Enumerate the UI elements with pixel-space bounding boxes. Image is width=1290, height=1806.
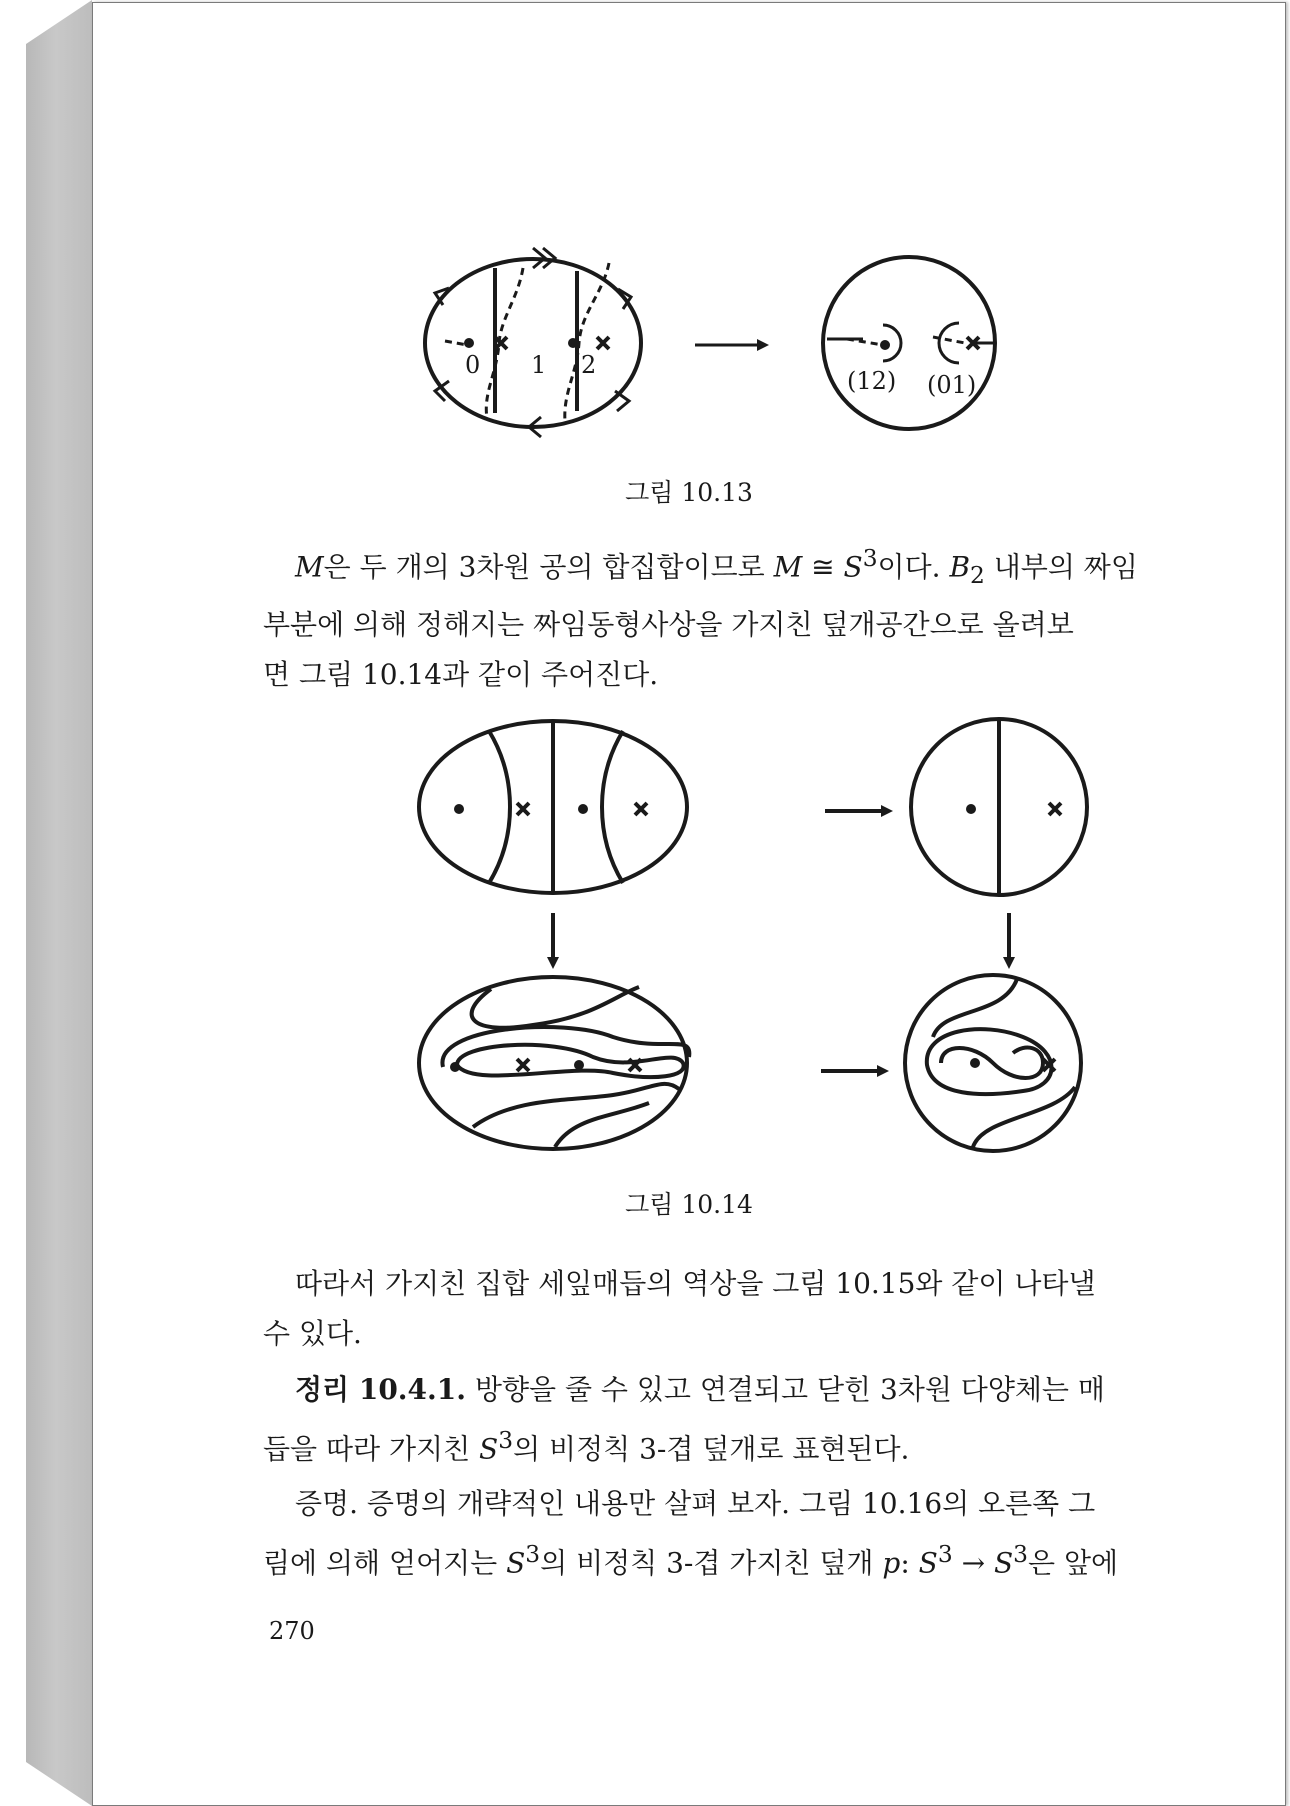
theorem-label: 정리 10.4.1.	[295, 1373, 467, 1406]
fig14-dot-6	[970, 1058, 980, 1068]
fig13-dashed-cut-left	[445, 341, 467, 345]
paragraph-1-line-2: 부분에 의해 정해지는 짜임동형사상을 가지친 덮개공간으로 올려보	[263, 607, 1074, 641]
figure-10-14	[413, 717, 1133, 1157]
theorem-line-1: 정리 10.4.1. 방향을 줄 수 있고 연결되고 닫힌 3차원 다양체는 매	[295, 1373, 1105, 1406]
fig13-label-1: 1	[531, 351, 547, 379]
fig13-dashed-curve1	[486, 268, 523, 418]
fig14-arrow-top-head	[881, 805, 893, 817]
fig13-loop-right	[939, 323, 959, 363]
paragraph-1	[263, 533, 1263, 700]
proof	[263, 1479, 1263, 1588]
fig13-dot-left	[464, 338, 474, 348]
paragraph-2	[263, 1259, 1263, 1359]
fig14-dot-2	[578, 804, 588, 814]
fig14-dot-5	[574, 1060, 584, 1070]
fig13-right-circle	[823, 257, 995, 429]
theorem-line-2: 듭을 따라 가지친 $S^3$의 비정칙 3-겹 덮개로 표현된다.	[263, 1426, 910, 1466]
paragraph-2-line-1: 따라서 가지친 집합 세잎매듭의 역상을 그림 10.15와 같이 나타낼	[295, 1267, 1096, 1300]
fig13-label-01: (01)	[927, 371, 977, 399]
fig14-bottom-right-loop-inner	[941, 1048, 1043, 1078]
paragraph-2-line-2: 수 있다.	[263, 1317, 362, 1350]
fig14-cross-2	[635, 803, 647, 815]
fig13-dot-right	[880, 340, 890, 350]
fig14-arrow-right-head	[1003, 957, 1015, 969]
fig14-dot-4	[450, 1062, 460, 1072]
proof-line-2: 림에 의해 얻어지는 $S^3$의 비정칙 3-겹 가지친 덮개 p: $S^3 \to S^3$은 앞에	[263, 1540, 1119, 1580]
theorem-10-4-1	[263, 1365, 1263, 1474]
paragraph-1-line-3: 면 그림 10.14과 같이 주어진다.	[263, 657, 659, 691]
fig13-dot-mid	[568, 338, 578, 348]
figure-10-13-caption: 그림 10.13	[625, 478, 753, 507]
fig14-arrow-bottom-head	[877, 1065, 889, 1077]
fig13-map-arrow-head	[757, 339, 769, 351]
fig13-label-2: 2	[581, 351, 597, 379]
book-page	[92, 2, 1286, 1806]
fig13-label-12: (12)	[847, 367, 897, 395]
fig13-label-0: 0	[465, 351, 481, 379]
fig14-top-left-arc1	[489, 731, 510, 883]
fig14-top-left-arc2	[602, 731, 623, 883]
fig13-chevron-bottomright	[615, 391, 629, 411]
book-spine	[26, 0, 92, 1806]
fig14-cross-4	[517, 1059, 529, 1071]
fig14-arrow-left-head	[547, 957, 559, 969]
fig14-bottom-left-loop-inner	[457, 1045, 684, 1077]
figure-10-14-caption: 그림 10.14	[625, 1190, 753, 1219]
proof-line-1: 증명. 증명의 개략적인 내용만 살펴 보자. 그림 10.16의 오른쪽 그	[295, 1487, 1096, 1520]
fig14-bottom-left-curve-lower	[555, 1103, 649, 1147]
fig14-cross-3	[1049, 803, 1061, 815]
fig14-dot-1	[454, 804, 464, 814]
fig14-dot-3	[966, 804, 976, 814]
paragraph-1-line-1: M은 두 개의 3차원 공의 합집합이므로 M ≅ $S^3$이다. $B_2$ 내부의 짜임	[295, 544, 1138, 589]
figure-10-13	[423, 243, 1123, 453]
page-number: 270	[269, 1617, 315, 1645]
fig13-cross-2	[597, 337, 609, 349]
fig14-cross-1	[517, 803, 529, 815]
fig14-bottom-left-curve-top	[472, 987, 639, 1028]
